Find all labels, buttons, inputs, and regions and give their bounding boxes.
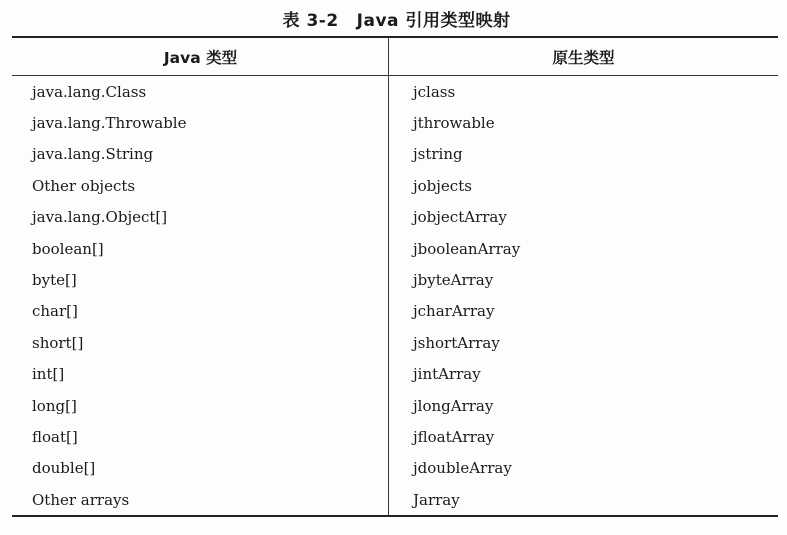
column-divider (388, 390, 389, 421)
java-type-cell: java.lang.Throwable (32, 114, 187, 133)
column-divider (388, 421, 389, 452)
java-type-cell: double[] (32, 459, 96, 478)
column-divider (388, 453, 389, 484)
table-row (12, 453, 778, 484)
native-type-cell: jfloatArray (413, 427, 495, 446)
table-row (12, 264, 778, 295)
column-divider (388, 296, 389, 327)
table-row (12, 76, 778, 107)
column-divider (388, 484, 389, 515)
native-type-cell: jobjects (413, 176, 472, 195)
native-type-cell: jthrowable (413, 114, 495, 133)
native-type-cell: jobjectArray (413, 208, 507, 227)
table-row (12, 327, 778, 358)
table-title: Java 引用类型映射 (356, 11, 511, 31)
java-type-cell: java.lang.Class (32, 82, 147, 101)
java-type-cell: Other arrays (32, 490, 130, 509)
java-type-cell: boolean[] (32, 239, 104, 258)
column-divider (388, 107, 389, 138)
java-type-cell: long[] (32, 396, 77, 415)
column-divider (388, 264, 389, 295)
table-body (12, 76, 778, 515)
table-row (12, 421, 778, 452)
table-header-row (12, 38, 778, 75)
header-java-type: Java 类型 (163, 48, 238, 67)
java-type-cell: char[] (32, 302, 78, 321)
java-type-cell: int[] (32, 365, 65, 384)
table-row (12, 170, 778, 201)
native-type-cell: jstring (413, 145, 463, 164)
native-type-cell: jshortArray (413, 333, 500, 352)
column-divider (388, 359, 389, 390)
java-type-cell: float[] (32, 427, 78, 446)
table-number: 表 3-2 (282, 11, 339, 31)
type-mapping-table (12, 36, 778, 517)
native-type-cell: jintArray (413, 365, 481, 384)
column-divider (388, 202, 389, 233)
header-native-type: 原生类型 (552, 48, 615, 67)
java-type-cell: Other objects (32, 176, 136, 195)
native-type-cell: jbyteArray (413, 271, 494, 290)
column-divider (388, 170, 389, 201)
table-row (12, 107, 778, 138)
table-row (12, 390, 778, 421)
column-divider (388, 139, 389, 170)
table-row (12, 484, 778, 515)
table-row (12, 233, 778, 264)
table-row (12, 296, 778, 327)
native-type-cell: Jarray (413, 490, 460, 509)
native-type-cell: jbooleanArray (413, 239, 521, 258)
column-divider (388, 327, 389, 358)
column-divider (388, 38, 389, 75)
table-row (12, 202, 778, 233)
native-type-cell: jcharArray (413, 302, 495, 321)
table-row (12, 359, 778, 390)
table-caption (0, 6, 787, 31)
native-type-cell: jlongArray (413, 396, 494, 415)
java-type-cell: java.lang.String (32, 145, 154, 164)
java-type-cell: short[] (32, 333, 84, 352)
native-type-cell: jdoubleArray (413, 459, 512, 478)
java-type-cell: byte[] (32, 271, 77, 290)
table-bottom-rule (12, 515, 778, 517)
column-divider (388, 76, 389, 107)
java-type-cell: java.lang.Object[] (32, 208, 168, 227)
native-type-cell: jclass (413, 82, 456, 101)
table-row (12, 139, 778, 170)
column-divider (388, 233, 389, 264)
